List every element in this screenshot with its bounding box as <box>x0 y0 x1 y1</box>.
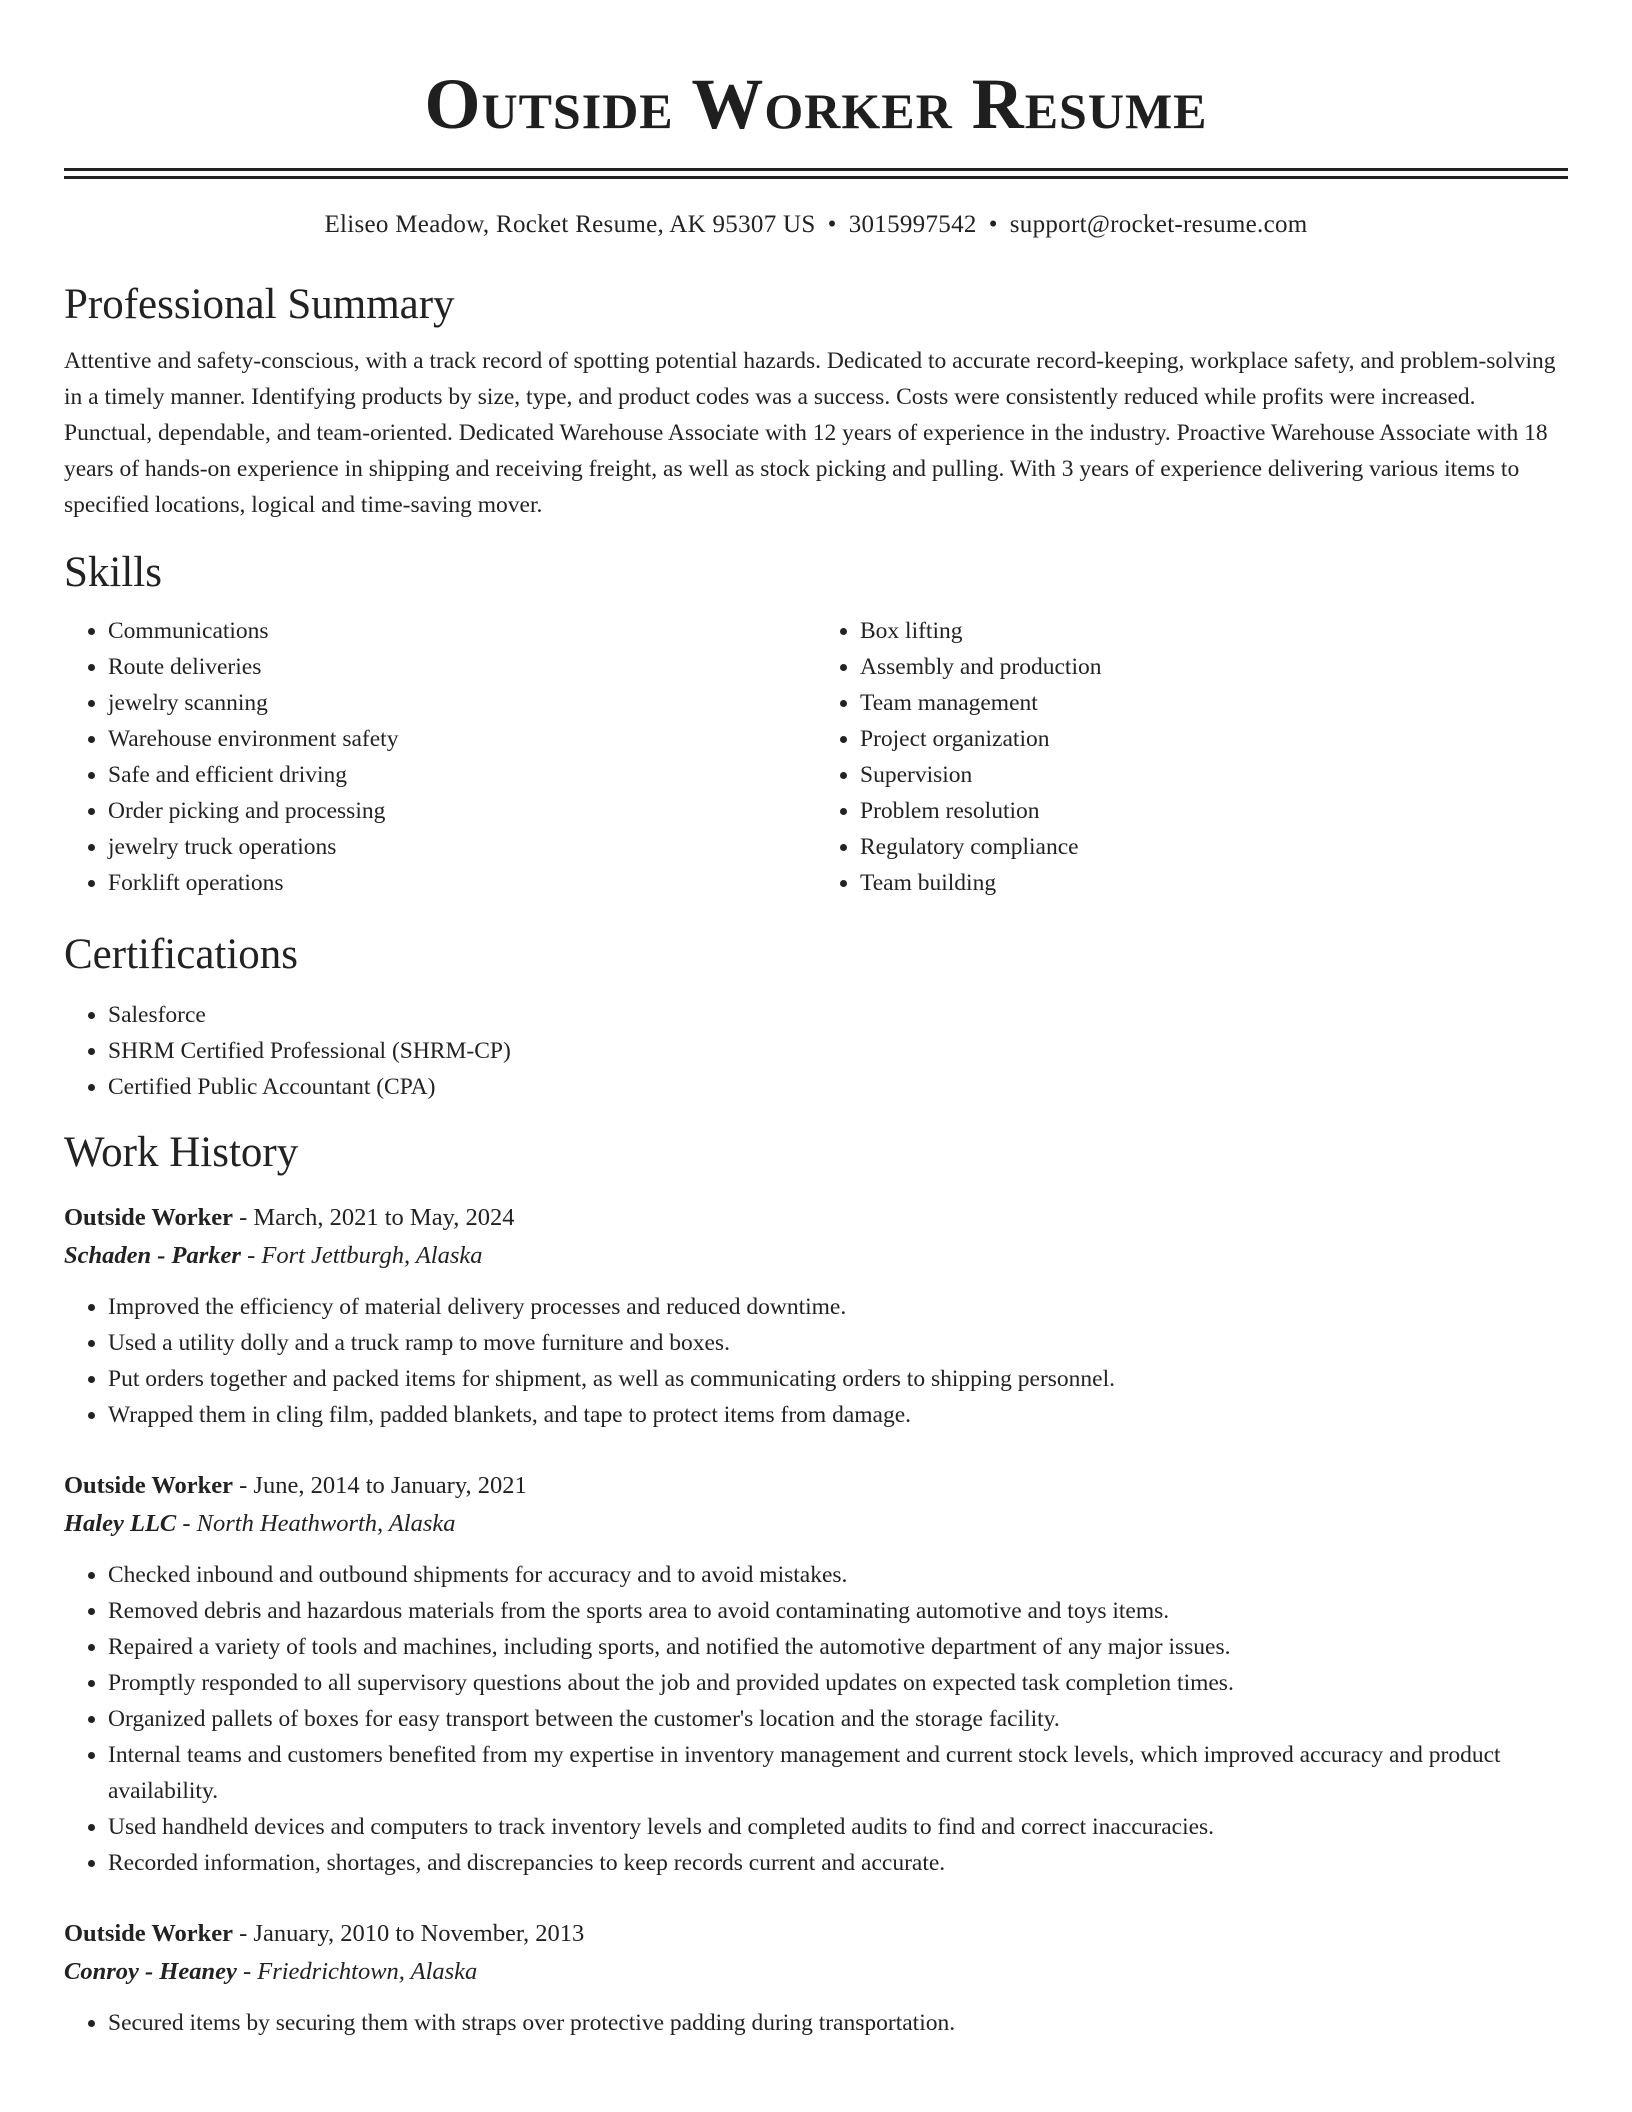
skill-item: • jewelry truck operations <box>108 829 816 865</box>
job-bullet: • Secured items by securing them with straps over protective padding during transportation. <box>108 2005 1568 2041</box>
job-bullet: • Checked inbound and outbound shipments for accuracy and to avoid mistakes. <box>108 1557 1568 1593</box>
skills-heading: Skills <box>64 549 162 596</box>
skills-columns <box>64 613 1568 901</box>
job-entry <box>64 1915 1568 2041</box>
certifications-list <box>64 997 1568 1105</box>
job-bullet: • Wrapped them in cling film, padded blankets, and tape to protect items from damage. <box>108 1397 1568 1433</box>
job-location: - North Heathworth, Alaska <box>176 1510 456 1537</box>
job-company: Haley LLC <box>64 1510 177 1537</box>
job-bullet: • Improved the efficiency of material delivery processes and reduced downtime. <box>108 1289 1568 1325</box>
job-bullet: • Recorded information, shortages, and discrepancies to keep records current and accurate. <box>108 1845 1568 1881</box>
job-bullet: • Repaired a variety of tools and machines, including sports, and notified the automotive department of any major issues. <box>108 1629 1568 1665</box>
contact-address: Eliseo Meadow, Rocket Resume, AK 95307 US <box>324 211 816 238</box>
skill-item: • Box lifting <box>860 613 1568 649</box>
summary-heading: Professional Summary <box>64 281 455 328</box>
skill-item: • Warehouse environment safety <box>108 721 816 757</box>
work-history-heading: Work History <box>64 1129 299 1176</box>
job-title: Outside Worker <box>64 1204 234 1231</box>
title-rule-top <box>64 168 1568 171</box>
job-bullet: • Promptly responded to all supervisory questions about the job and provided updates on expected task completion times. <box>108 1665 1568 1701</box>
job-dates: - January, 2010 to November, 2013 <box>233 1920 585 1947</box>
title-rule-bottom <box>64 176 1568 179</box>
contact-line <box>64 209 1568 241</box>
skill-item: • Route deliveries <box>108 649 816 685</box>
job-bullets <box>64 1557 1568 1881</box>
summary-text: Attentive and safety-conscious, with a track record of spotting potential hazards. Dedicated to accurate record-keeping, workplace safety, and problem-solving in a timely manner. Identifying products by size, type, and product codes was a success. Costs were consistently reduced while profits were increased. Punctual, dependable, and team-oriented. Dedicated Warehouse Associate with 12 years of experience in the industry. Proactive Warehouse Associate with 18 years of hands-on experience in shipping and receiving freight, as well as stock picking and pulling. With 3 years of experience delivering various items to specified locations, logical and time-saving mover. <box>64 348 1556 518</box>
contact-separator: • <box>827 211 837 238</box>
job-company: Conroy - Heaney <box>64 1958 237 1985</box>
skill-item: • Communications <box>108 613 816 649</box>
job-bullets <box>64 1289 1568 1433</box>
job-location: - Fort Jettburgh, Alaska <box>240 1242 483 1269</box>
skill-item: • Order picking and processing <box>108 793 816 829</box>
certification-item: • Salesforce <box>108 997 1568 1033</box>
job-dates: - June, 2014 to January, 2021 <box>233 1472 527 1499</box>
job-bullet: • Used a utility dolly and a truck ramp to move furniture and boxes. <box>108 1325 1568 1361</box>
certification-item: • Certified Public Accountant (CPA) <box>108 1069 1568 1105</box>
resume-title: Outside Worker Resume <box>424 64 1208 144</box>
job-bullet: • Internal teams and customers benefited from my expertise in inventory management and current stock levels, which improved accuracy and product availability. <box>108 1737 1568 1809</box>
job-title: Outside Worker <box>64 1920 234 1947</box>
skill-item: • jewelry scanning <box>108 685 816 721</box>
contact-separator: • <box>988 211 998 238</box>
skill-item: • Forklift operations <box>108 865 816 901</box>
job-bullet: • Put orders together and packed items for shipment, as well as communicating orders to shipping personnel. <box>108 1361 1568 1397</box>
contact-email: support@rocket-resume.com <box>1009 211 1308 238</box>
job-dates: - March, 2021 to May, 2024 <box>233 1204 515 1231</box>
contact-phone: 3015997542 <box>848 211 977 238</box>
job-title-line <box>64 1467 1568 1505</box>
skill-item: • Supervision <box>860 757 1568 793</box>
certifications-heading: Certifications <box>64 931 299 978</box>
job-title-line <box>64 1199 1568 1237</box>
job-company-line <box>64 1505 1568 1543</box>
skill-item: • Assembly and production <box>860 649 1568 685</box>
job-company-line <box>64 1953 1568 1991</box>
job-title-line <box>64 1915 1568 1953</box>
skill-item: • Problem resolution <box>860 793 1568 829</box>
certification-item: • SHRM Certified Professional (SHRM-CP) <box>108 1033 1568 1069</box>
job-bullet: • Removed debris and hazardous materials from the sports area to avoid contaminating automotive and toys items. <box>108 1593 1568 1629</box>
skill-item: • Regulatory compliance <box>860 829 1568 865</box>
skill-item: • Project organization <box>860 721 1568 757</box>
job-entry <box>64 1199 1568 1433</box>
job-company-line <box>64 1237 1568 1275</box>
resume-page <box>64 0 1568 2041</box>
skills-list-left <box>64 613 816 901</box>
skill-item: • Team management <box>860 685 1568 721</box>
job-entry <box>64 1467 1568 1881</box>
skill-item: • Team building <box>860 865 1568 901</box>
job-bullet: • Used handheld devices and computers to track inventory levels and completed audits to find and correct inaccuracies. <box>108 1809 1568 1845</box>
job-bullet: • Organized pallets of boxes for easy transport between the customer's location and the storage facility. <box>108 1701 1568 1737</box>
skills-list-right <box>816 613 1568 901</box>
job-location: - Friedrichtown, Alaska <box>236 1958 478 1985</box>
job-company: Schaden - Parker <box>64 1242 241 1269</box>
job-title: Outside Worker <box>64 1472 234 1499</box>
skill-item: • Safe and efficient driving <box>108 757 816 793</box>
job-bullets <box>64 2005 1568 2041</box>
